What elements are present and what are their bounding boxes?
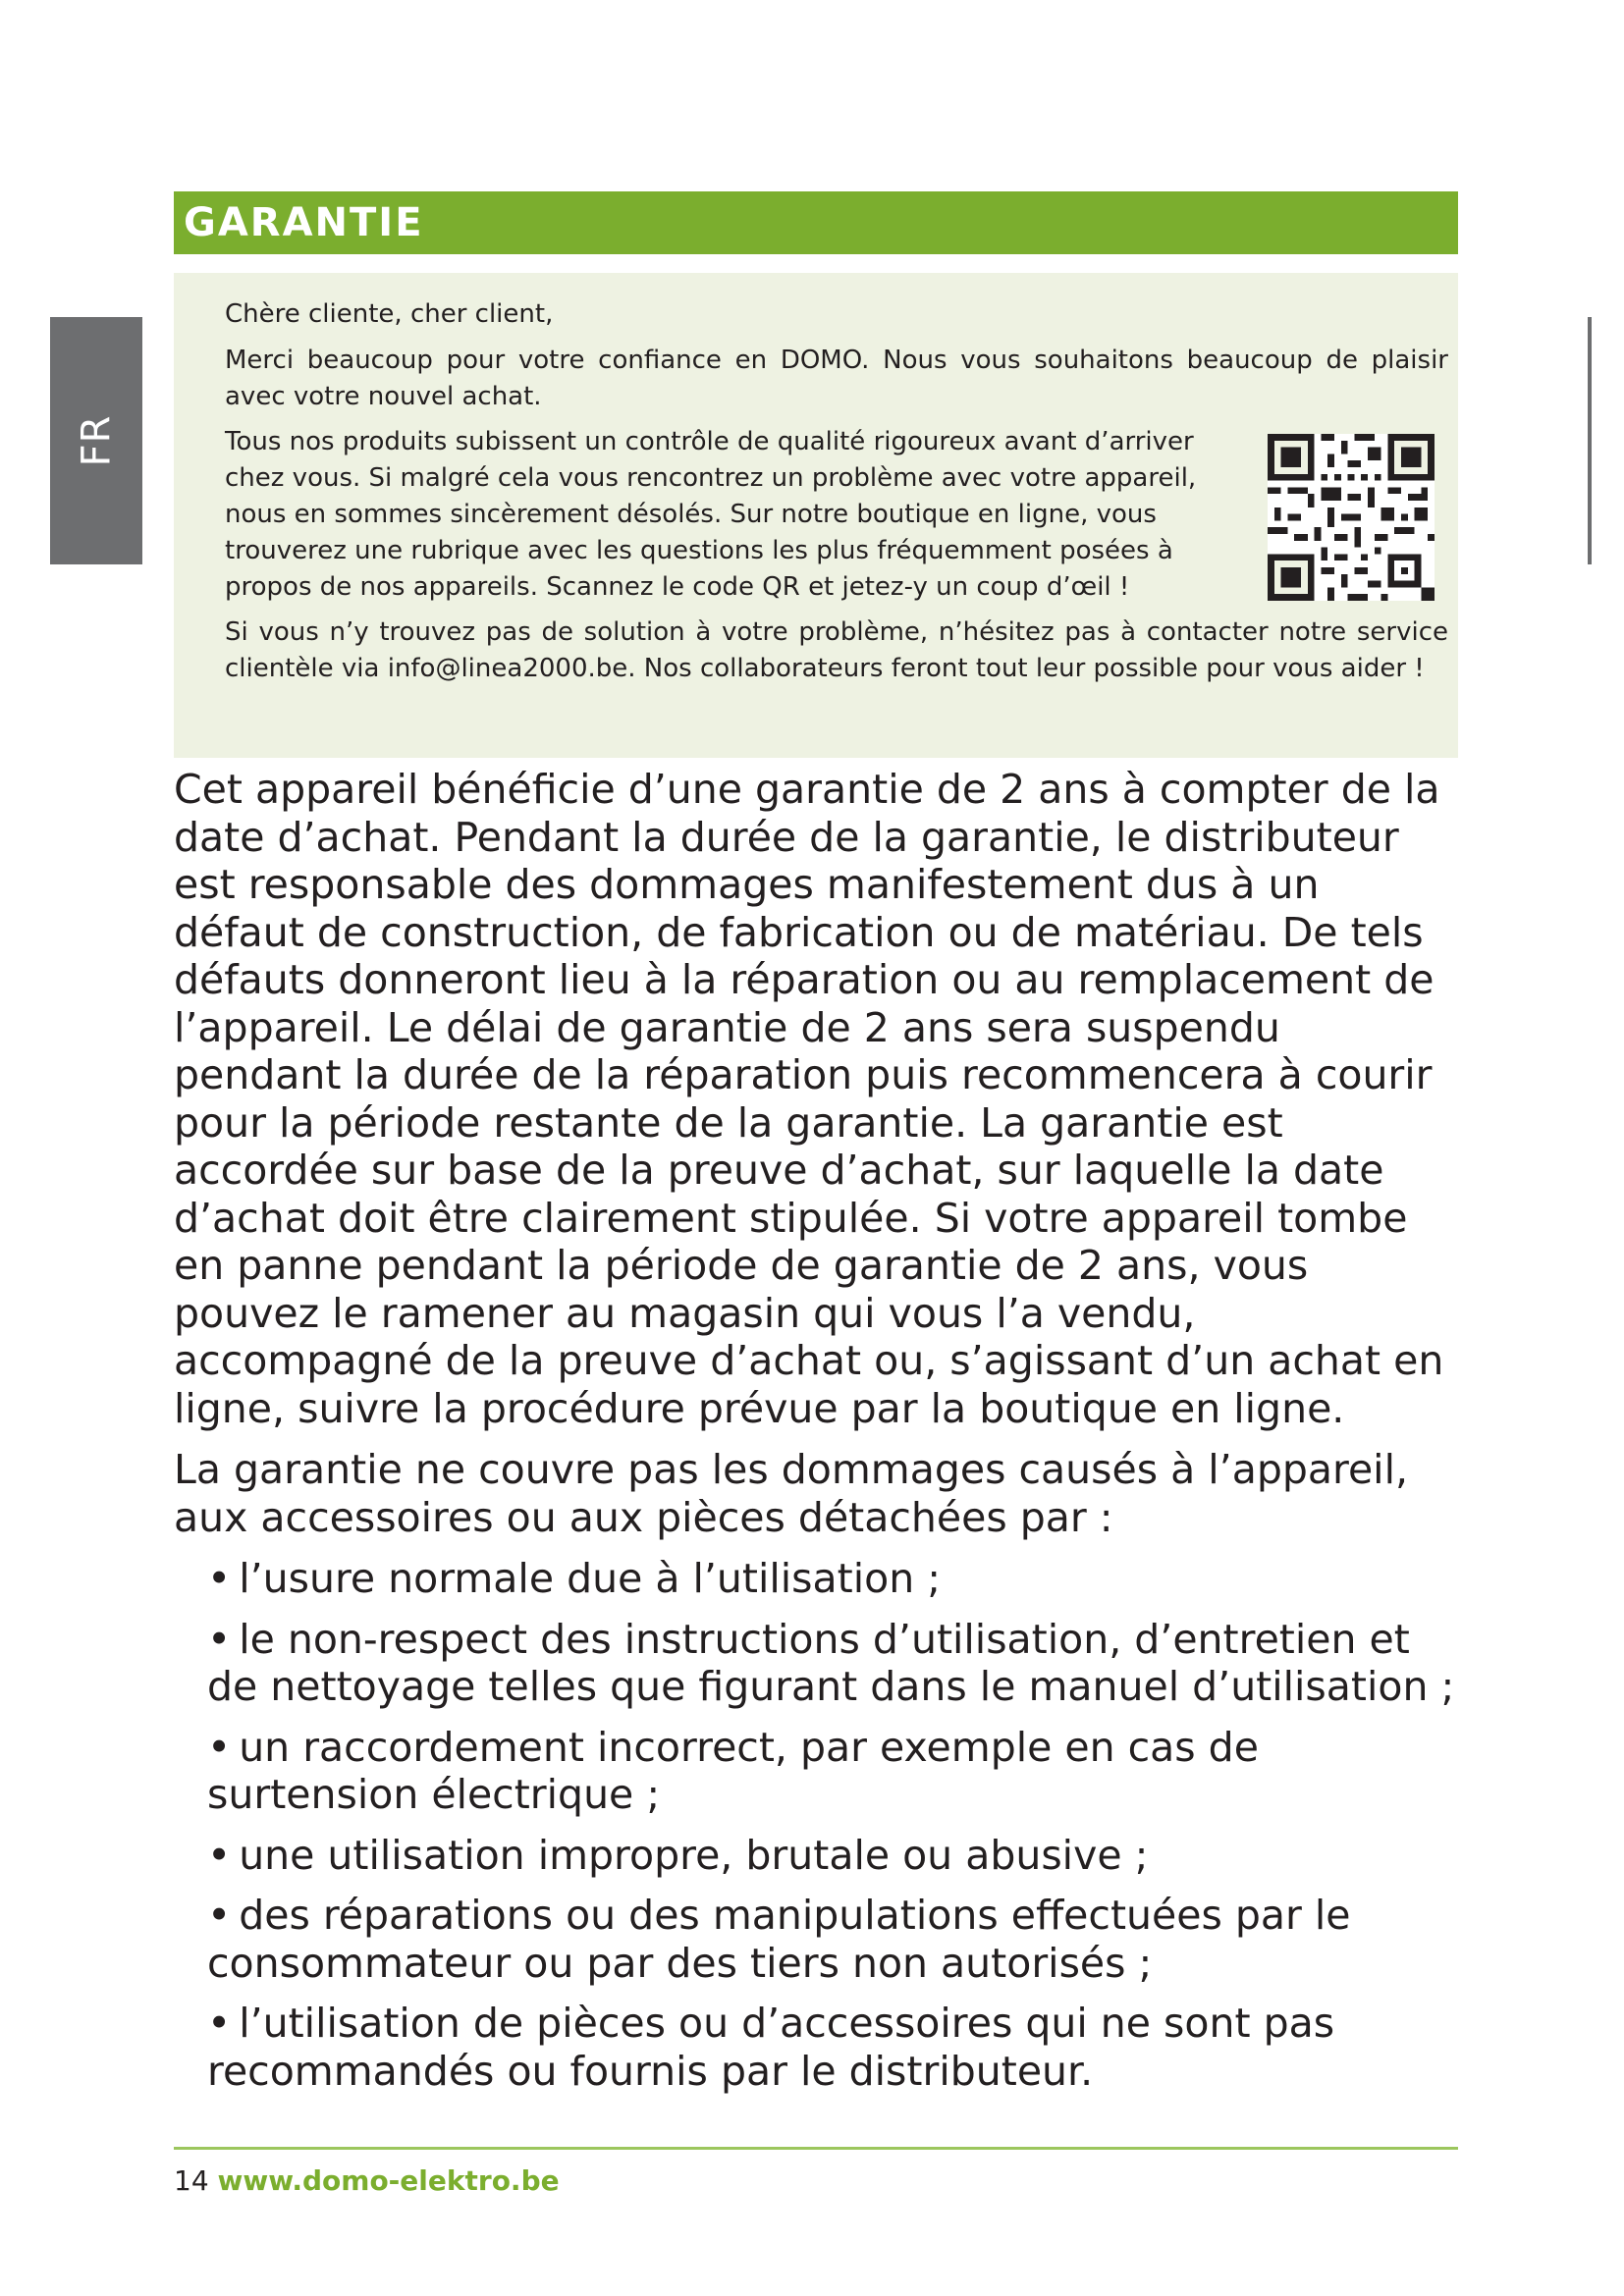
list-item: • le non-respect des instructions d’utilisation, d’entretien et de nettoyage telles que figurant dans le manuel d’utilisation ; bbox=[207, 1615, 1455, 1710]
qr-code-icon[interactable] bbox=[1268, 434, 1435, 601]
contact-text: Si vous n’y trouvez pas de solution à votre problème, n’hésitez pas à contacter notre service clientèle via info@linea2000.be. Nos collaborateurs feront tout leur possible pour vous aider ! bbox=[225, 617, 1448, 683]
footer bbox=[174, 2163, 560, 2199]
page-edge-marker bbox=[1588, 317, 1592, 564]
bullet-icon: • bbox=[207, 1555, 232, 1602]
bullet-icon: • bbox=[207, 1831, 232, 1879]
exclusions-list bbox=[174, 1555, 1455, 2095]
language-label: FR bbox=[74, 414, 119, 467]
welcome-box bbox=[174, 273, 1458, 758]
list-item: • l’usure normale due à l’utilisation ; bbox=[207, 1555, 942, 1602]
bullet-icon: • bbox=[207, 1615, 232, 1663]
list-item: • une utilisation impropre, brutale ou abusive ; bbox=[207, 1831, 1149, 1879]
list-item: • l’utilisation de pièces ou d’accessoires qui ne sont pas recommandés ou fournis par le distributeur. bbox=[207, 2000, 1335, 2095]
warranty-body bbox=[174, 766, 1455, 2108]
bullet-icon: • bbox=[207, 1892, 232, 1939]
website-link[interactable]: www.domo-elektro.be bbox=[217, 2164, 560, 2197]
section-title: GARANTIE bbox=[174, 191, 1458, 254]
thanks-text: Merci beaucoup pour votre confiance en DOMO. Nous vous souhaitons beaucoup de plaisir avec votre nouvel achat. bbox=[225, 346, 1448, 411]
greeting: Chère cliente, cher client, bbox=[225, 299, 554, 329]
warranty-paragraph-1: Cet appareil bénéficie d’une garantie de 2 ans à compter de la date d’achat. Pendant la durée de la garantie, le distributeur est responsable des dommages manifestement dus à un défaut de construction, de fabrication ou de matériau. De tels défauts donneront lieu à la réparation ou au remplacement de l’appareil. Le délai de garantie de 2 ans sera suspendu pendant la durée de la réparation puis recommencera à courir pour la période restante de la garantie. La garantie est accordée sur base de la preuve d’achat, sur laquelle la date d’achat doit être clairement stipulée. Si votre appareil tombe en panne pendant la période de garantie de 2 ans, vous pouvez le ramener au magasin qui vous l’a vendu, accompagné de la preuve d’achat ou, s’agissant d’un achat en ligne, suivre la procédure prévue par la boutique en ligne. bbox=[174, 766, 1444, 1432]
warranty-paragraph-2: La garantie ne couvre pas les dommages causés à l’appareil, aux accessoires ou aux pièces détachées par : bbox=[174, 1446, 1408, 1541]
bullet-icon: • bbox=[207, 1723, 232, 1771]
page-number: 14 bbox=[174, 2164, 209, 2197]
list-item: • un raccordement incorrect, par exemple en cas de surtension électrique ; bbox=[207, 1723, 1259, 1818]
bullet-icon: • bbox=[207, 2000, 232, 2047]
quality-text bbox=[225, 424, 1448, 606]
language-tab bbox=[50, 317, 142, 564]
footer-divider bbox=[174, 2147, 1458, 2150]
list-item: • des réparations ou des manipulations effectuées par le consommateur ou par des tiers non autorisés ; bbox=[207, 1892, 1351, 1987]
quality-text-content: Tous nos produits subissent un contrôle de qualité rigoureux avant d’arriver chez vous. Si malgré cela vous rencontrez un problème avec votre appareil, nous en sommes sincèrement désolés. Sur notre boutique en ligne, vous trouverez une rubrique avec les questions les plus fréquemment posées à propos de nos appareils. Scannez le code QR et jetez-y un coup d’œil ! bbox=[225, 427, 1197, 602]
